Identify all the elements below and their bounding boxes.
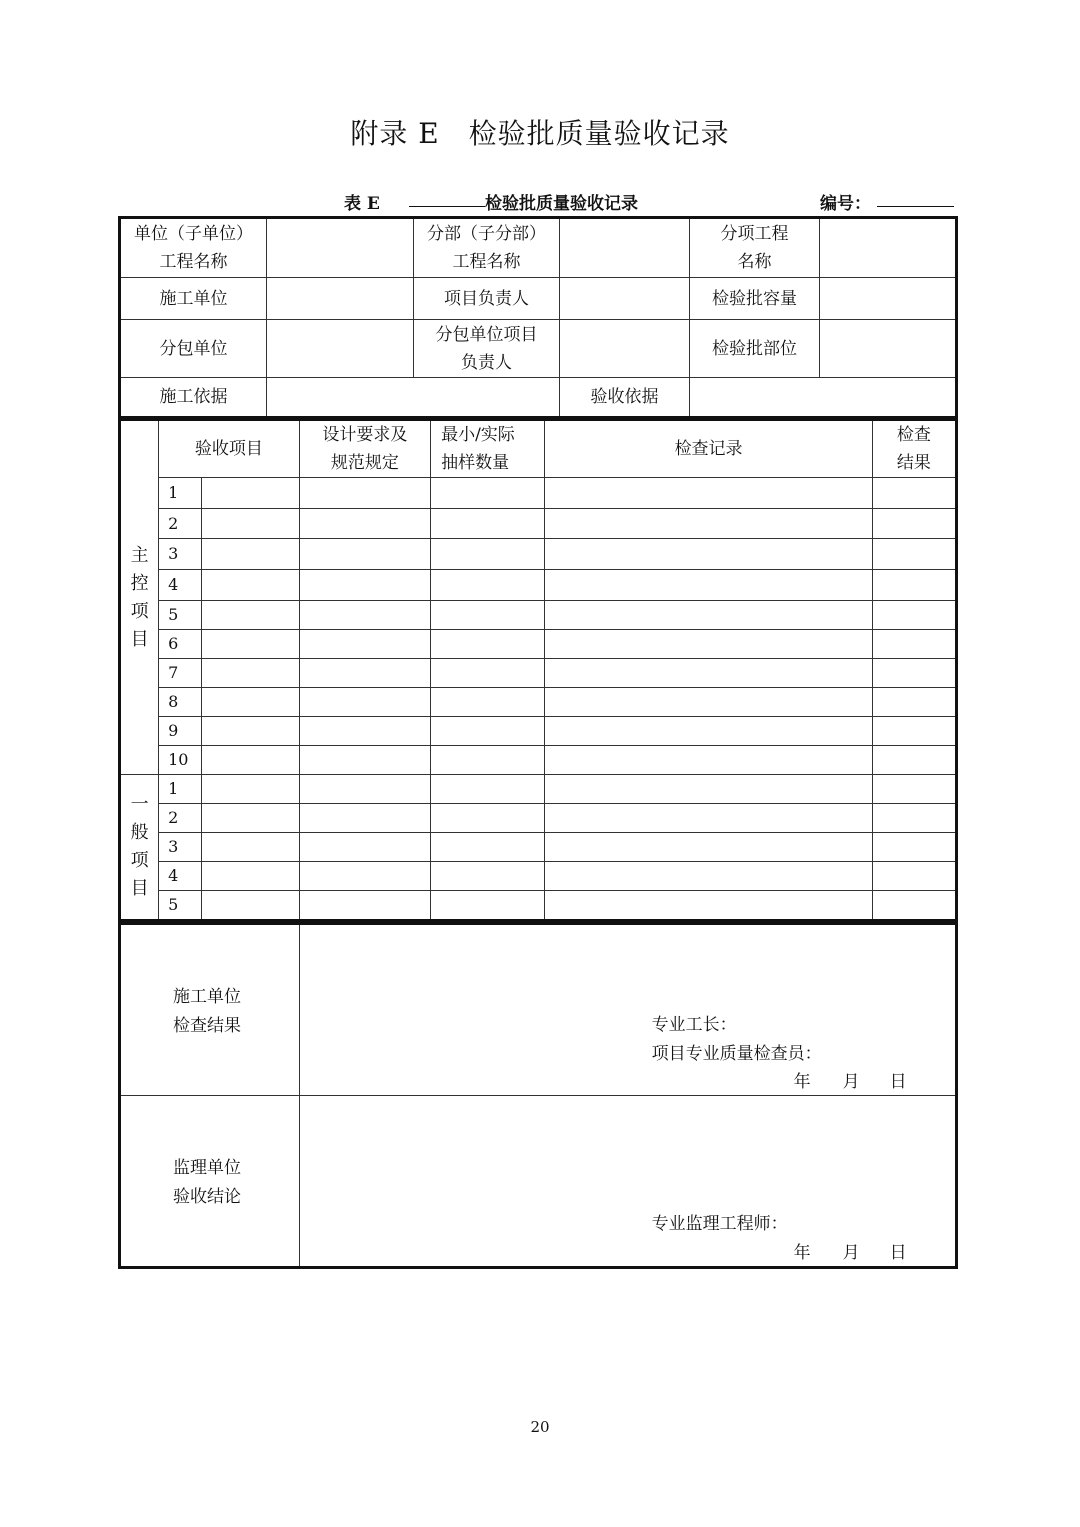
signoff-table [118,922,958,1269]
quality-inspector-label: 项目专业质量检查员： [651,1044,822,1064]
record-cell[interactable] [545,804,872,833]
record-cell[interactable] [545,478,872,509]
design-cell[interactable] [299,688,430,717]
project-leader-field[interactable] [560,278,690,320]
table-row [120,688,957,717]
design-cell[interactable] [299,570,430,601]
row-number: 2 [159,804,202,833]
sample-cell[interactable] [431,570,545,601]
acceptance-basis-field[interactable] [690,378,957,418]
page-number: 20 [530,1418,550,1436]
item-cell[interactable] [202,539,299,570]
construction-unit-field[interactable] [267,278,414,320]
record-cell[interactable] [545,862,872,891]
table-row [120,539,957,570]
design-cell[interactable] [299,804,430,833]
construction-check-result-field[interactable] [299,924,956,1096]
result-cell[interactable] [872,659,956,688]
date-day: 日 [889,1243,907,1263]
row-number: 5 [159,891,202,921]
result-cell[interactable] [872,601,956,630]
record-cell[interactable] [545,659,872,688]
sample-cell[interactable] [431,509,545,539]
record-cell[interactable] [545,688,872,717]
sample-cell[interactable] [431,717,545,746]
result-cell[interactable] [872,688,956,717]
item-cell[interactable] [202,570,299,601]
row-number: 4 [159,862,202,891]
item-cell[interactable] [202,862,299,891]
subcontract-leader-label: 分包单位项目 负责人 [414,320,560,378]
table-row [120,478,957,509]
design-cell[interactable] [299,478,430,509]
subitem-project-name-field[interactable] [820,218,957,278]
date-month: 月 [842,1072,860,1092]
design-cell[interactable] [299,659,430,688]
unit-project-name-label: 单位（子单位） 工程名称 [120,218,267,278]
design-cell[interactable] [299,601,430,630]
table-row [120,601,957,630]
row-number: 9 [159,717,202,746]
table-row [120,659,957,688]
record-cell[interactable] [545,570,872,601]
item-cell[interactable] [202,775,299,804]
table-subheading [118,189,958,215]
design-cell[interactable] [299,862,430,891]
sample-cell[interactable] [431,746,545,775]
item-cell[interactable] [202,659,299,688]
row-number: 7 [159,659,202,688]
record-cell[interactable] [545,630,872,659]
item-cell[interactable] [202,688,299,717]
row-number: 10 [159,746,202,775]
design-cell[interactable] [299,630,430,659]
table-row [120,746,957,775]
batch-location-label: 检验批部位 [690,320,820,378]
construction-basis-label: 施工依据 [120,378,267,418]
project-leader-label: 项目负责人 [414,278,560,320]
batch-location-field[interactable] [820,320,957,378]
sample-cell[interactable] [431,688,545,717]
row-number: 1 [159,478,202,509]
table-row [120,804,957,833]
design-cell[interactable] [299,833,430,862]
table-label: 表 E [344,194,380,214]
item-cell[interactable] [202,601,299,630]
result-cell[interactable] [872,775,956,804]
table-row [120,862,957,891]
sample-cell[interactable] [431,539,545,570]
row-number: 2 [159,509,202,539]
row-number: 6 [159,630,202,659]
construction-check-result-label: 施工单位 检查结果 [120,924,300,1096]
record-cell[interactable] [545,775,872,804]
subcontract-unit-field[interactable] [267,320,414,378]
acceptance-basis-label: 验收依据 [560,378,690,418]
division-project-name-field[interactable] [560,218,690,278]
table-row [120,570,957,601]
construction-basis-field[interactable] [267,378,560,418]
record-cell[interactable] [545,539,872,570]
sample-cell[interactable] [431,862,545,891]
record-cell[interactable] [545,601,872,630]
design-cell[interactable] [299,717,430,746]
sample-cell[interactable] [431,478,545,509]
unit-project-name-field[interactable] [267,218,414,278]
result-cell[interactable] [872,804,956,833]
result-cell[interactable] [872,570,956,601]
table-row [120,833,957,862]
subitem-project-name-label: 分项工程 名称 [690,218,820,278]
sample-cell[interactable] [431,659,545,688]
supervision-conclusion-label: 监理单位 验收结论 [120,1096,300,1268]
record-cell[interactable] [545,509,872,539]
page-title: 附录 E 检验批质量验收记录 [350,117,730,150]
header-acceptance-item: 验收项目 [159,420,299,478]
item-cell[interactable] [202,833,299,862]
result-cell[interactable] [872,833,956,862]
row-number: 4 [159,570,202,601]
header-design-requirement: 设计要求及 规范规定 [299,420,430,478]
item-cell[interactable] [202,891,299,921]
table-row [120,775,957,804]
result-cell[interactable] [872,746,956,775]
result-cell[interactable] [872,630,956,659]
division-project-name-label: 分部（子分部） 工程名称 [414,218,560,278]
result-cell[interactable] [872,862,956,891]
result-cell[interactable] [872,478,956,509]
result-cell[interactable] [872,891,956,921]
supervision-conclusion-field[interactable] [299,1096,956,1268]
serial-number-field[interactable] [877,189,954,209]
item-cell[interactable] [202,630,299,659]
general-items-label: 一 般 项 目 [120,775,159,921]
item-cell[interactable] [202,509,299,539]
item-cell[interactable] [202,478,299,509]
result-cell[interactable] [872,539,956,570]
item-cell[interactable] [202,746,299,775]
header-sample-quantity: 最小/实际 抽样数量 [431,420,545,478]
item-cell[interactable] [202,804,299,833]
header-inspection-record: 检查记录 [545,420,872,478]
table-row [120,891,957,921]
record-cell[interactable] [545,717,872,746]
design-cell[interactable] [299,509,430,539]
foreman-label: 专业工长： [651,1015,737,1035]
inspection-table [118,418,958,922]
table-row [120,509,957,539]
batch-capacity-field[interactable] [820,278,957,320]
date-day: 日 [889,1072,907,1092]
row-number: 5 [159,601,202,630]
record-cell[interactable] [545,891,872,921]
sample-cell[interactable] [431,775,545,804]
table-name-blank[interactable] [409,189,485,209]
design-cell[interactable] [299,539,430,570]
table-name: 检验批质量验收记录 [485,194,638,214]
table-row [120,630,957,659]
row-number: 8 [159,688,202,717]
table-row [120,717,957,746]
item-cell[interactable] [202,717,299,746]
row-number: 3 [159,833,202,862]
result-cell[interactable] [872,509,956,539]
date-year: 年 [793,1072,811,1092]
date-month: 月 [842,1243,860,1263]
serial-label: 编号： [820,194,871,214]
project-info-table [118,216,958,419]
row-number: 1 [159,775,202,804]
design-cell[interactable] [299,746,430,775]
batch-capacity-label: 检验批容量 [690,278,820,320]
record-cell[interactable] [545,746,872,775]
date-year: 年 [793,1243,811,1263]
construction-unit-label: 施工单位 [120,278,267,320]
design-cell[interactable] [299,891,430,921]
subcontract-unit-label: 分包单位 [120,320,267,378]
design-cell[interactable] [299,775,430,804]
sample-cell[interactable] [431,630,545,659]
result-cell[interactable] [872,717,956,746]
supervision-engineer-label: 专业监理工程师： [651,1214,788,1234]
sample-cell[interactable] [431,833,545,862]
row-number: 3 [159,539,202,570]
sample-cell[interactable] [431,601,545,630]
subcontract-leader-field[interactable] [560,320,690,378]
header-inspection-result: 检查 结果 [872,420,956,478]
sample-cell[interactable] [431,891,545,921]
sample-cell[interactable] [431,804,545,833]
record-cell[interactable] [545,833,872,862]
main-control-items-label: 主 控 项 目 [120,420,159,775]
